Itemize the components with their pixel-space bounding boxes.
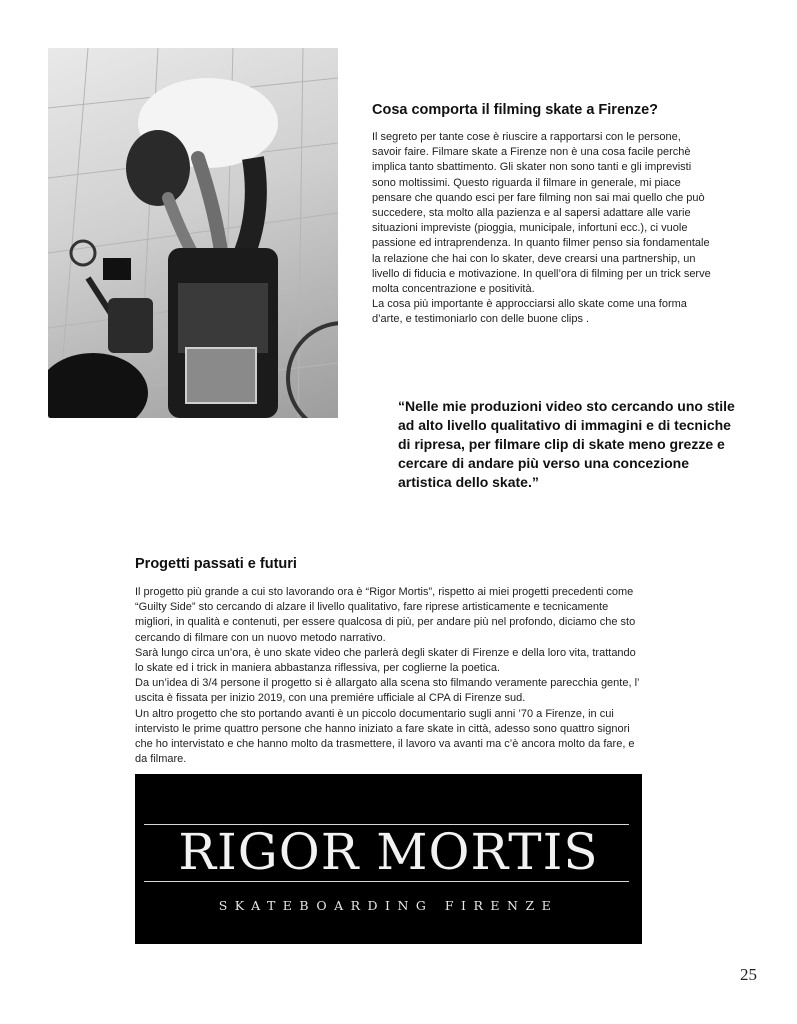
paragraph: La cosa più importante è approcciarsi allo skate come una forma d’arte, e testimoniarlo con delle buone clips . bbox=[372, 298, 687, 326]
logo-subtitle: SKATEBOARDING FIRENZE bbox=[218, 898, 559, 913]
paragraph: Da un’idea di 3/4 persone il progetto si è allargato alla scena sto filmando veramente parecchia gente, l’ uscita è fissata per inizio 2019, con una premiére ufficiale al CPA di Firenze sud. bbox=[135, 677, 640, 705]
section-heading-projects: Progetti passati e futuri bbox=[135, 556, 297, 572]
paragraph: Il progetto più grande a cui sto lavorando ora è “Rigor Mortis”, rispetto ai miei progetti precedenti come “Guilty Side” sto cercando di alzare il livello qualitativo, fare riprese artisticamente e tecnicamente migliori, in qualità e contenuti, per essere qualcosa di più, per andare più nel profondo, diciamo che sto cercando di filmare con un nuovo metodo narrativo. bbox=[135, 586, 636, 644]
photo-illustration bbox=[48, 48, 338, 418]
paragraph: Un altro progetto che sto portando avanti è un piccolo documentario sugli anni ’70 a Firenze, in cui intervisto le prime quattro persone che hanno iniziato a fare skate in città, adesso sono quattro signori che ho intervistato e che hanno molto da trasmettere, il lavoro va avanti ma c’è ancora molto da fare, e da filmare. bbox=[135, 707, 635, 766]
paragraph: Il segreto per tante cose è riuscire a rapportarsi con le persone, savoir faire. Filmare skate a Firenze non è una cosa facile perchè implica tanto sbattimento. Gli skater non sono tanti e gli imprevisti sono moltissimi. Questo riguarda il filmare in generale, mi piace pensare che quando esci per fare filming non sai mai quello che può succedere, sta molto alla pazienza e al sapersi adattare alle varie situazioni impreviste (pioggia, municipale, infortuni ecc.), ci vuole passione ed intraprendenza. In quanto filmer penso sia fondamentale la relazione che hai con lo skater, deve crearsi una partnership, un livello di fiducia e motivazione. In quell’ora di filming per un trick serve molta concentrazione e positività. bbox=[372, 131, 711, 296]
photo-filmer-with-camera-bag bbox=[48, 48, 338, 418]
rigor-mortis-logo bbox=[135, 774, 642, 944]
section-body-projects bbox=[135, 585, 643, 767]
paragraph: Sarà lungo circa un’ora, è uno skate video che parlerà degli skater di Firenze e della loro vita, trattando lo skate ed i trick in maniera abbastanza riflessiva, per coglierne la poetica. bbox=[135, 646, 636, 675]
section-body-filming bbox=[372, 130, 712, 328]
page-number: 25 bbox=[740, 965, 757, 984]
section-heading-filming: Cosa comporta il filming skate a Firenze? bbox=[372, 102, 659, 118]
pull-quote: “Nelle mie produzioni video sto cercando uno stile ad alto livello qualitativo di immagini e di tecniche di ripresa, per filmare clip di skate meno grezze e cercare di andare più verso una concezione artistica dello skate.” bbox=[398, 398, 735, 490]
logo-title: RIGOR MORTIS bbox=[178, 823, 599, 881]
